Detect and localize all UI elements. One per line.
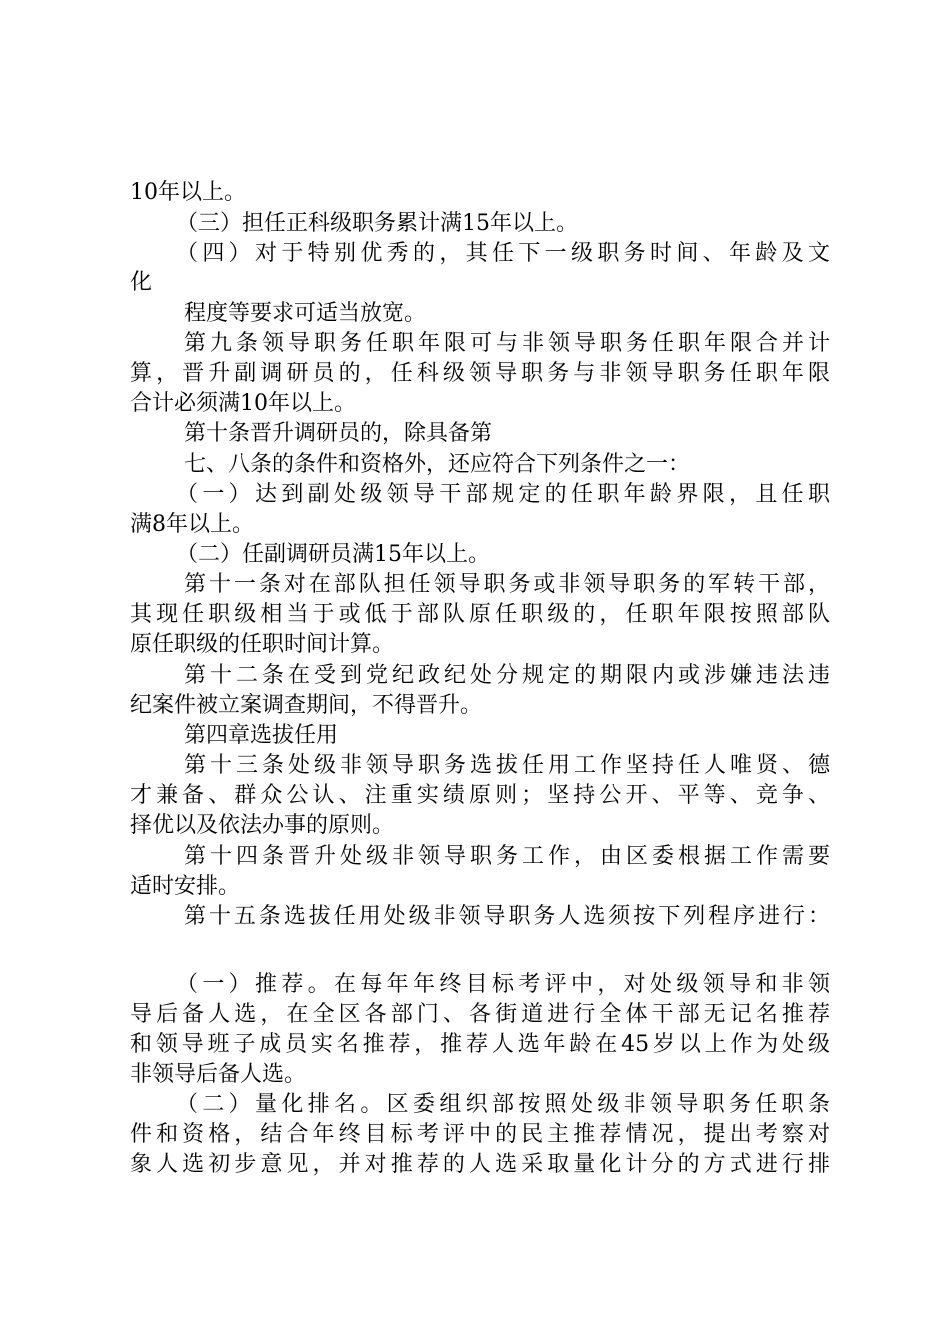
text-line: 和领导班子成员实名推荐，推荐人选年龄在45岁以上作为处级 — [130, 1032, 830, 1057]
text-line: 第十五条选拔任用处级非领导职务人选须按下列程序进行： — [184, 904, 830, 929]
text-line: 原任职级的任职时间计算。 — [130, 632, 395, 657]
text-line: 第十条晋升调研员的，除具备第 — [184, 421, 493, 446]
text-line: 第九条领导职务任职年限可与非领导职务任职年限合并计 — [184, 331, 830, 356]
text-line: 适时安排。 — [130, 874, 241, 899]
text-line: 七、八条的条件和资格外，还应符合下列条件之一： — [184, 452, 691, 477]
text-line: 其现任职级相当于或低于部队原任职级的，任职年限按照部队 — [130, 602, 830, 627]
text-line: 满8年以上。 — [130, 512, 254, 537]
text-line: 择优以及依法办事的原则。 — [130, 813, 395, 838]
text-line: 纪案件被立案调查期间，不得晋升。 — [130, 693, 483, 718]
text-line: 才兼备、群众公认、注重实绩原则；坚持公开、平等、竞争、 — [130, 783, 830, 808]
text-line: 第十一条对在部队担任领导职务或非领导职务的军转干部， — [184, 572, 830, 597]
text-line: 导后备人选，在全区各部门、各街道进行全体干部无记名推荐 — [130, 1002, 830, 1027]
text-line: 算，晋升副调研员的，任科级领导职务与非领导职务任职年限 — [130, 361, 830, 386]
text-line: （二）任副调研员满15年以上。 — [176, 542, 490, 567]
text-line: （四）对于特别优秀的，其任下一级职务时间、年龄及文 — [176, 241, 830, 266]
text-line: 化 — [130, 270, 153, 295]
text-line: （三）担任正科级职务累计满15年以上。 — [176, 211, 578, 236]
section-heading: 第四章选拔任用 — [184, 723, 339, 748]
text-line: 第十四条晋升处级非领导职务工作，由区委根据工作需要 — [184, 844, 830, 869]
text-line: 合计必须满10年以上。 — [130, 391, 356, 416]
text-line: 非领导后备人选。 — [130, 1062, 307, 1087]
text-line: （一）达到副处级领导干部规定的任职年龄界限，且任职 — [176, 482, 830, 507]
text-line: 象人选初步意见，并对推荐的人选采取量化计分的方式进行排 — [130, 1152, 830, 1177]
text-line: （一）推荐。在每年年终目标考评中，对处级领导和非领 — [176, 972, 830, 997]
text-line: （二）量化排名。区委组织部按照处级非领导职务任职条 — [176, 1092, 830, 1117]
text-line: 第十二条在受到党纪政纪处分规定的期限内或涉嫌违法违 — [184, 663, 830, 688]
text-line: 第十三条处级非领导职务选拔任用工作坚持任人唯贤、德 — [184, 753, 830, 778]
text-line: 程度等要求可适当放宽。 — [184, 301, 427, 326]
text-line: 10年以上。 — [130, 180, 246, 205]
text-line: 件和资格，结合年终目标考评中的民主推荐情况，提出考察对 — [130, 1122, 830, 1147]
